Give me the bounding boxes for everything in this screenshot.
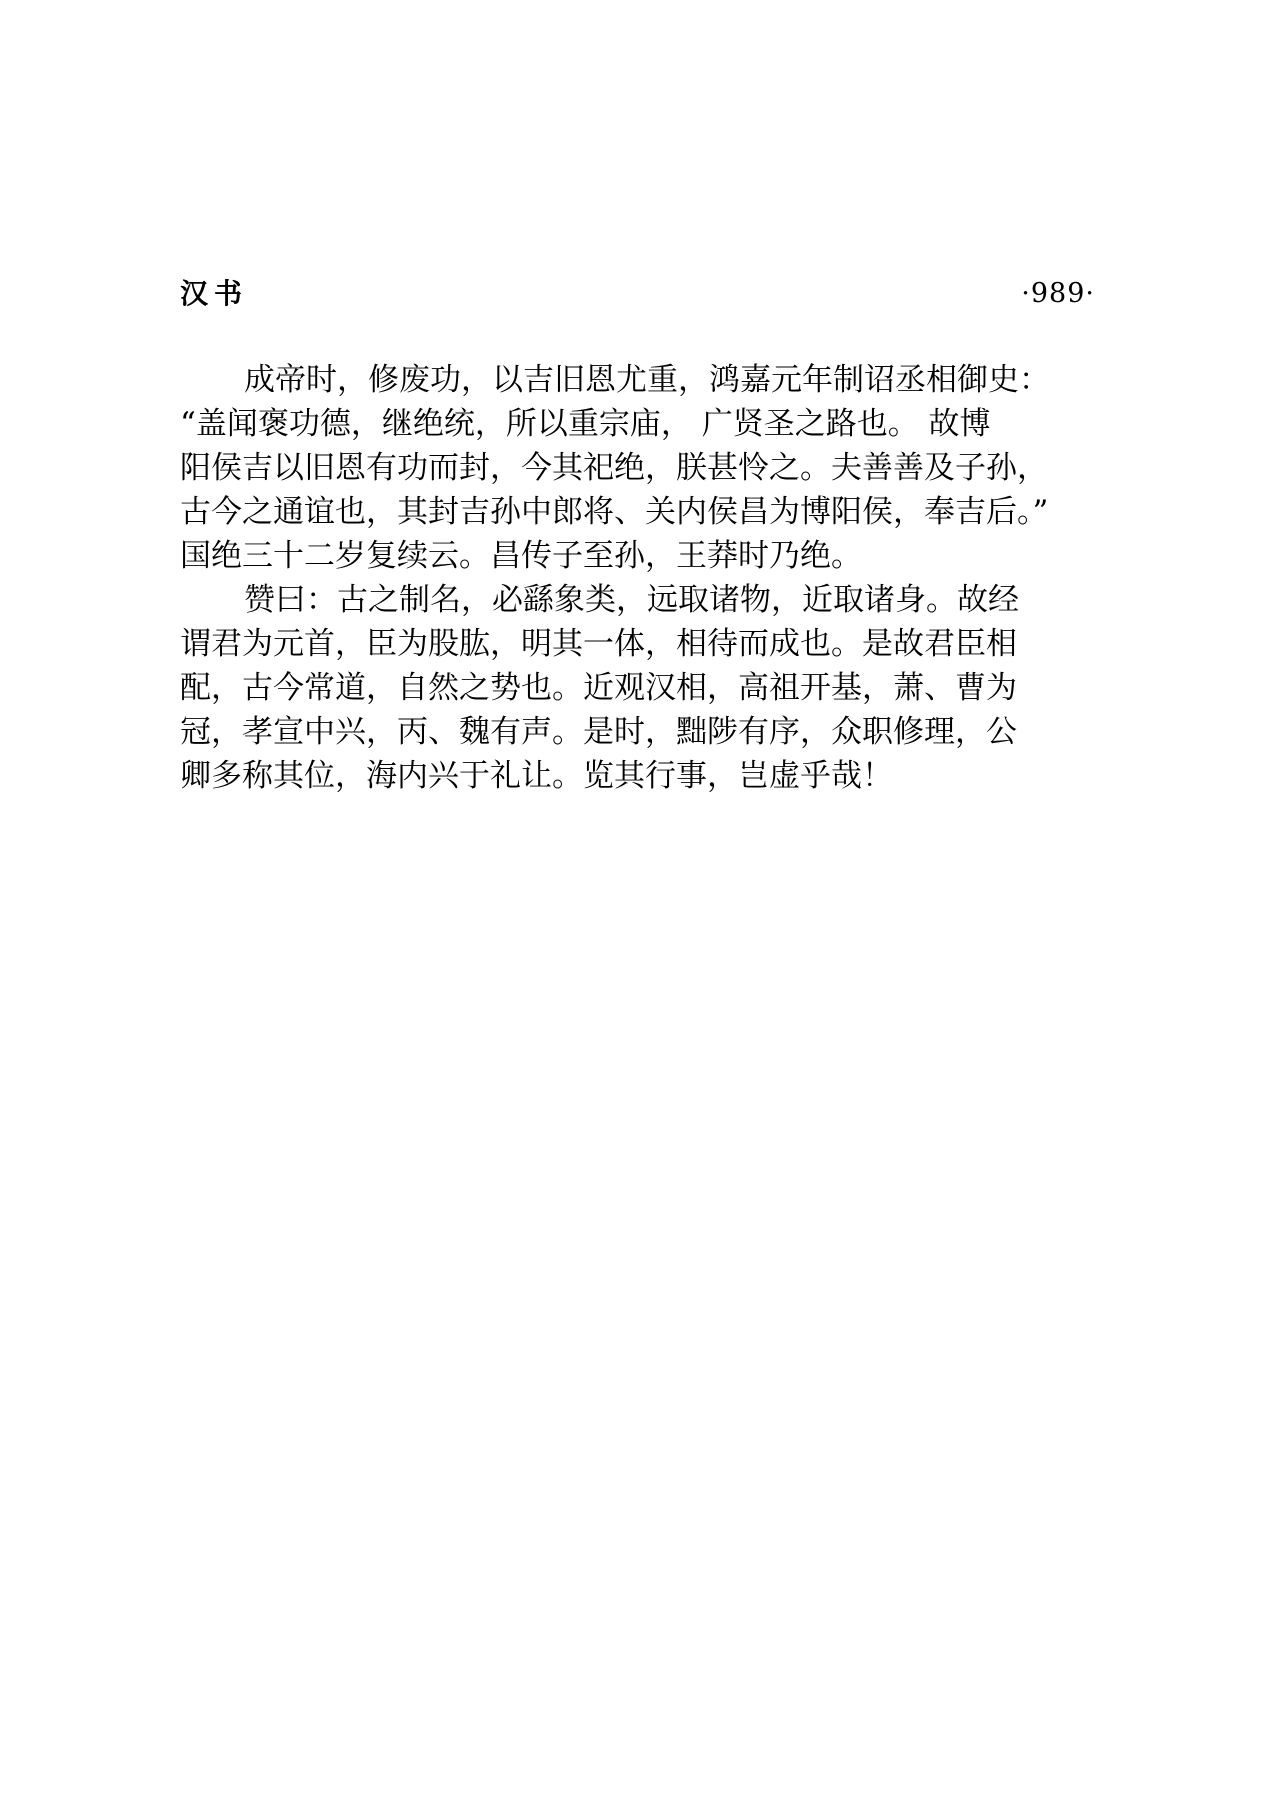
paragraph-2 (180, 578, 1080, 798)
page-number: ·989· (1021, 278, 1095, 309)
text-line: 阳侯吉以旧恩有功而封，今其祀绝，朕甚怜之。夫善善及子孙， (180, 450, 1048, 486)
text-line: 国绝三十二岁复续云。昌传子至孙，王莽时乃绝。 (180, 538, 862, 574)
text-line: 成帝时，修废功，以吉旧恩尤重，鸿嘉元年制诏丞相御史： (244, 362, 1050, 398)
text-line: 配，古今常道，自然之势也。近观汉相，高祖开基，萧、曹为 (180, 670, 1017, 706)
paragraph-1 (180, 358, 1080, 578)
text-line: “盖闻褒功德，继绝统，所以重宗庙， 广贤圣之路也。 故博 (180, 406, 991, 442)
text-line: 冠，孝宣中兴，丙、魏有声。是时，黜陟有序，众职修理，公 (180, 714, 1017, 750)
text-line: 古今之通谊也，其封吉孙中郎将、关内侯昌为博阳侯，奉吉后。” (180, 494, 1049, 530)
page-header (180, 272, 1095, 316)
text-line: 谓君为元首，臣为股肱，明其一体，相待而成也。是故君臣相 (180, 626, 1017, 662)
text-line: 赞曰：古之制名，必繇象类，远取诸物，近取诸身。故经 (244, 582, 1019, 618)
book-title: 汉书 (180, 277, 249, 310)
text-line: 卿多称其位，海内兴于礼让。览其行事，岂虚乎哉！ (180, 758, 893, 794)
body-text (180, 358, 1080, 798)
